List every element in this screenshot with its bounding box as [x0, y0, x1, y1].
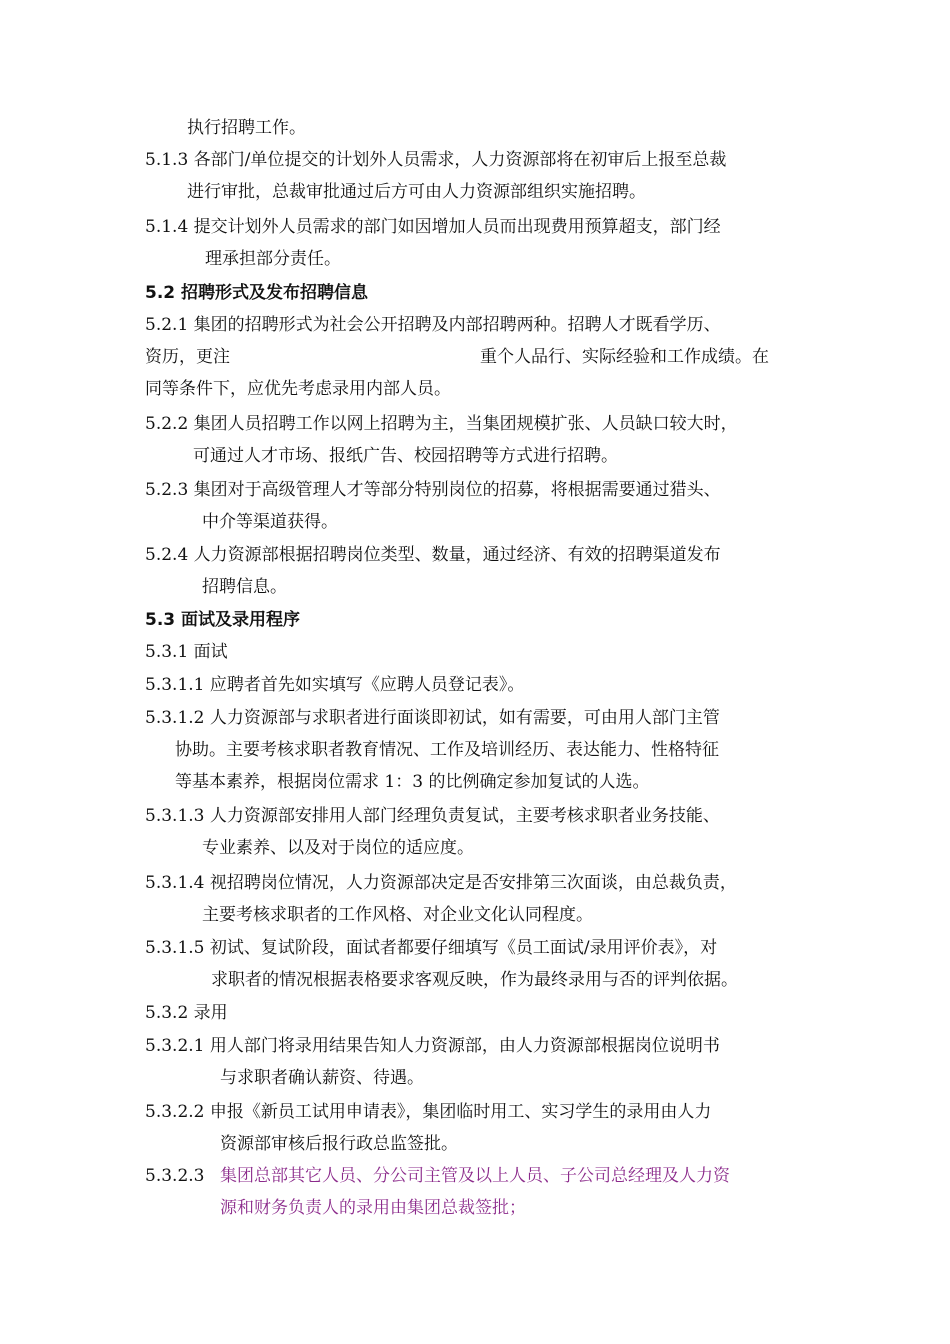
subsection-5-3-2: 5.3.2 录用 [145, 1003, 228, 1023]
paragraph-line: 专业素养、以及对于岗位的适应度。 [202, 838, 474, 858]
paragraph-line: 协助。主要考核求职者教育情况、工作及培训经历、表达能力、性格特征 [175, 740, 719, 760]
clause-5-2-2: 5.2.2 集团人员招聘工作以网上招聘为主，当集团规模扩张、人员缺口较大时， [145, 414, 738, 434]
paragraph-line: 等基本素养，根据岗位需求 1：3 的比例确定参加复试的人选。 [175, 772, 650, 792]
clause-5-1-4: 5.1.4 提交计划外人员需求的部门如因增加人员而出现费用预算超支，部门经 [145, 217, 721, 237]
clause-5-1-3: 5.1.3 各部门/单位提交的计划外人员需求，人力资源部将在初审后上报至总裁 [145, 150, 727, 170]
paragraph-line: 与求职者确认薪资、待遇。 [220, 1068, 424, 1088]
clause-5-3-1-1: 5.3.1.1 应聘者首先如实填写《应聘人员登记表》。 [145, 675, 525, 695]
section-heading-5-3: 5.3 面试及录用程序 [145, 610, 301, 630]
paragraph-line: 资历，更注 [145, 347, 230, 367]
clause-5-3-2-2: 5.3.2.2 申报《新员工试用申请表》，集团临时用工、实习学生的录用由人力 [145, 1102, 712, 1122]
clause-5-2-3: 5.2.3 集团对于高级管理人才等部分特别岗位的招募，将根据需要通过猎头、 [145, 480, 721, 500]
paragraph-line: 中介等渠道获得。 [202, 512, 338, 532]
paragraph-line: 重个人品行、实际经验和工作成绩。在 [480, 347, 769, 367]
clause-5-3-1-2: 5.3.1.2 人力资源部与求职者进行面谈即初试，如有需要，可由用人部门主管 [145, 708, 720, 728]
clause-5-3-1-5: 5.3.1.5 初试、复试阶段，面试者都要仔细填写《员工面试/录用评价表》，对 [145, 938, 718, 958]
section-heading-5-2: 5.2 招聘形式及发布招聘信息 [145, 283, 369, 303]
paragraph-line: 资源部审核后报行政总监签批。 [220, 1134, 458, 1154]
paragraph-line-highlighted: 源和财务负责人的录用由集团总裁签批； [220, 1198, 526, 1218]
clause-5-3-1-3: 5.3.1.3 人力资源部安排用人部门经理负责复试，主要考核求职者业务技能、 [145, 806, 720, 826]
clause-5-3-1-4: 5.3.1.4 视招聘岗位情况，人力资源部决定是否安排第三次面谈，由总裁负责， [145, 873, 737, 893]
subsection-5-3-1: 5.3.1 面试 [145, 642, 228, 662]
paragraph-line: 进行审批，总裁审批通过后方可由人力资源部组织实施招聘。 [187, 182, 646, 202]
clause-5-2-4: 5.2.4 人力资源部根据招聘岗位类型、数量，通过经济、有效的招聘渠道发布 [145, 545, 721, 565]
paragraph-line: 同等条件下，应优先考虑录用内部人员。 [145, 379, 451, 399]
paragraph-line: 理承担部分责任。 [205, 249, 341, 269]
paragraph-line: 执行招聘工作。 [187, 118, 306, 138]
paragraph-line: 求职者的情况根据表格要求客观反映，作为最终录用与否的评判依据。 [211, 970, 738, 990]
clause-5-3-2-1: 5.3.2.1 用人部门将录用结果告知人力资源部，由人力资源部根据岗位说明书 [145, 1036, 720, 1056]
paragraph-line: 主要考核求职者的工作风格、对企业文化认同程度。 [202, 905, 593, 925]
paragraph-line: 可通过人才市场、报纸广告、校园招聘等方式进行招聘。 [193, 446, 618, 466]
clause-5-2-1: 5.2.1 集团的招聘形式为社会公开招聘及内部招聘两种。招聘人才既看学历、 [145, 315, 721, 335]
clause-5-3-2-3-number: 5.3.2.3 [145, 1166, 205, 1186]
paragraph-line: 招聘信息。 [202, 577, 287, 597]
clause-5-3-2-3-highlighted: 集团总部其它人员、分公司主管及以上人员、子公司总经理及人力资 [220, 1166, 730, 1186]
